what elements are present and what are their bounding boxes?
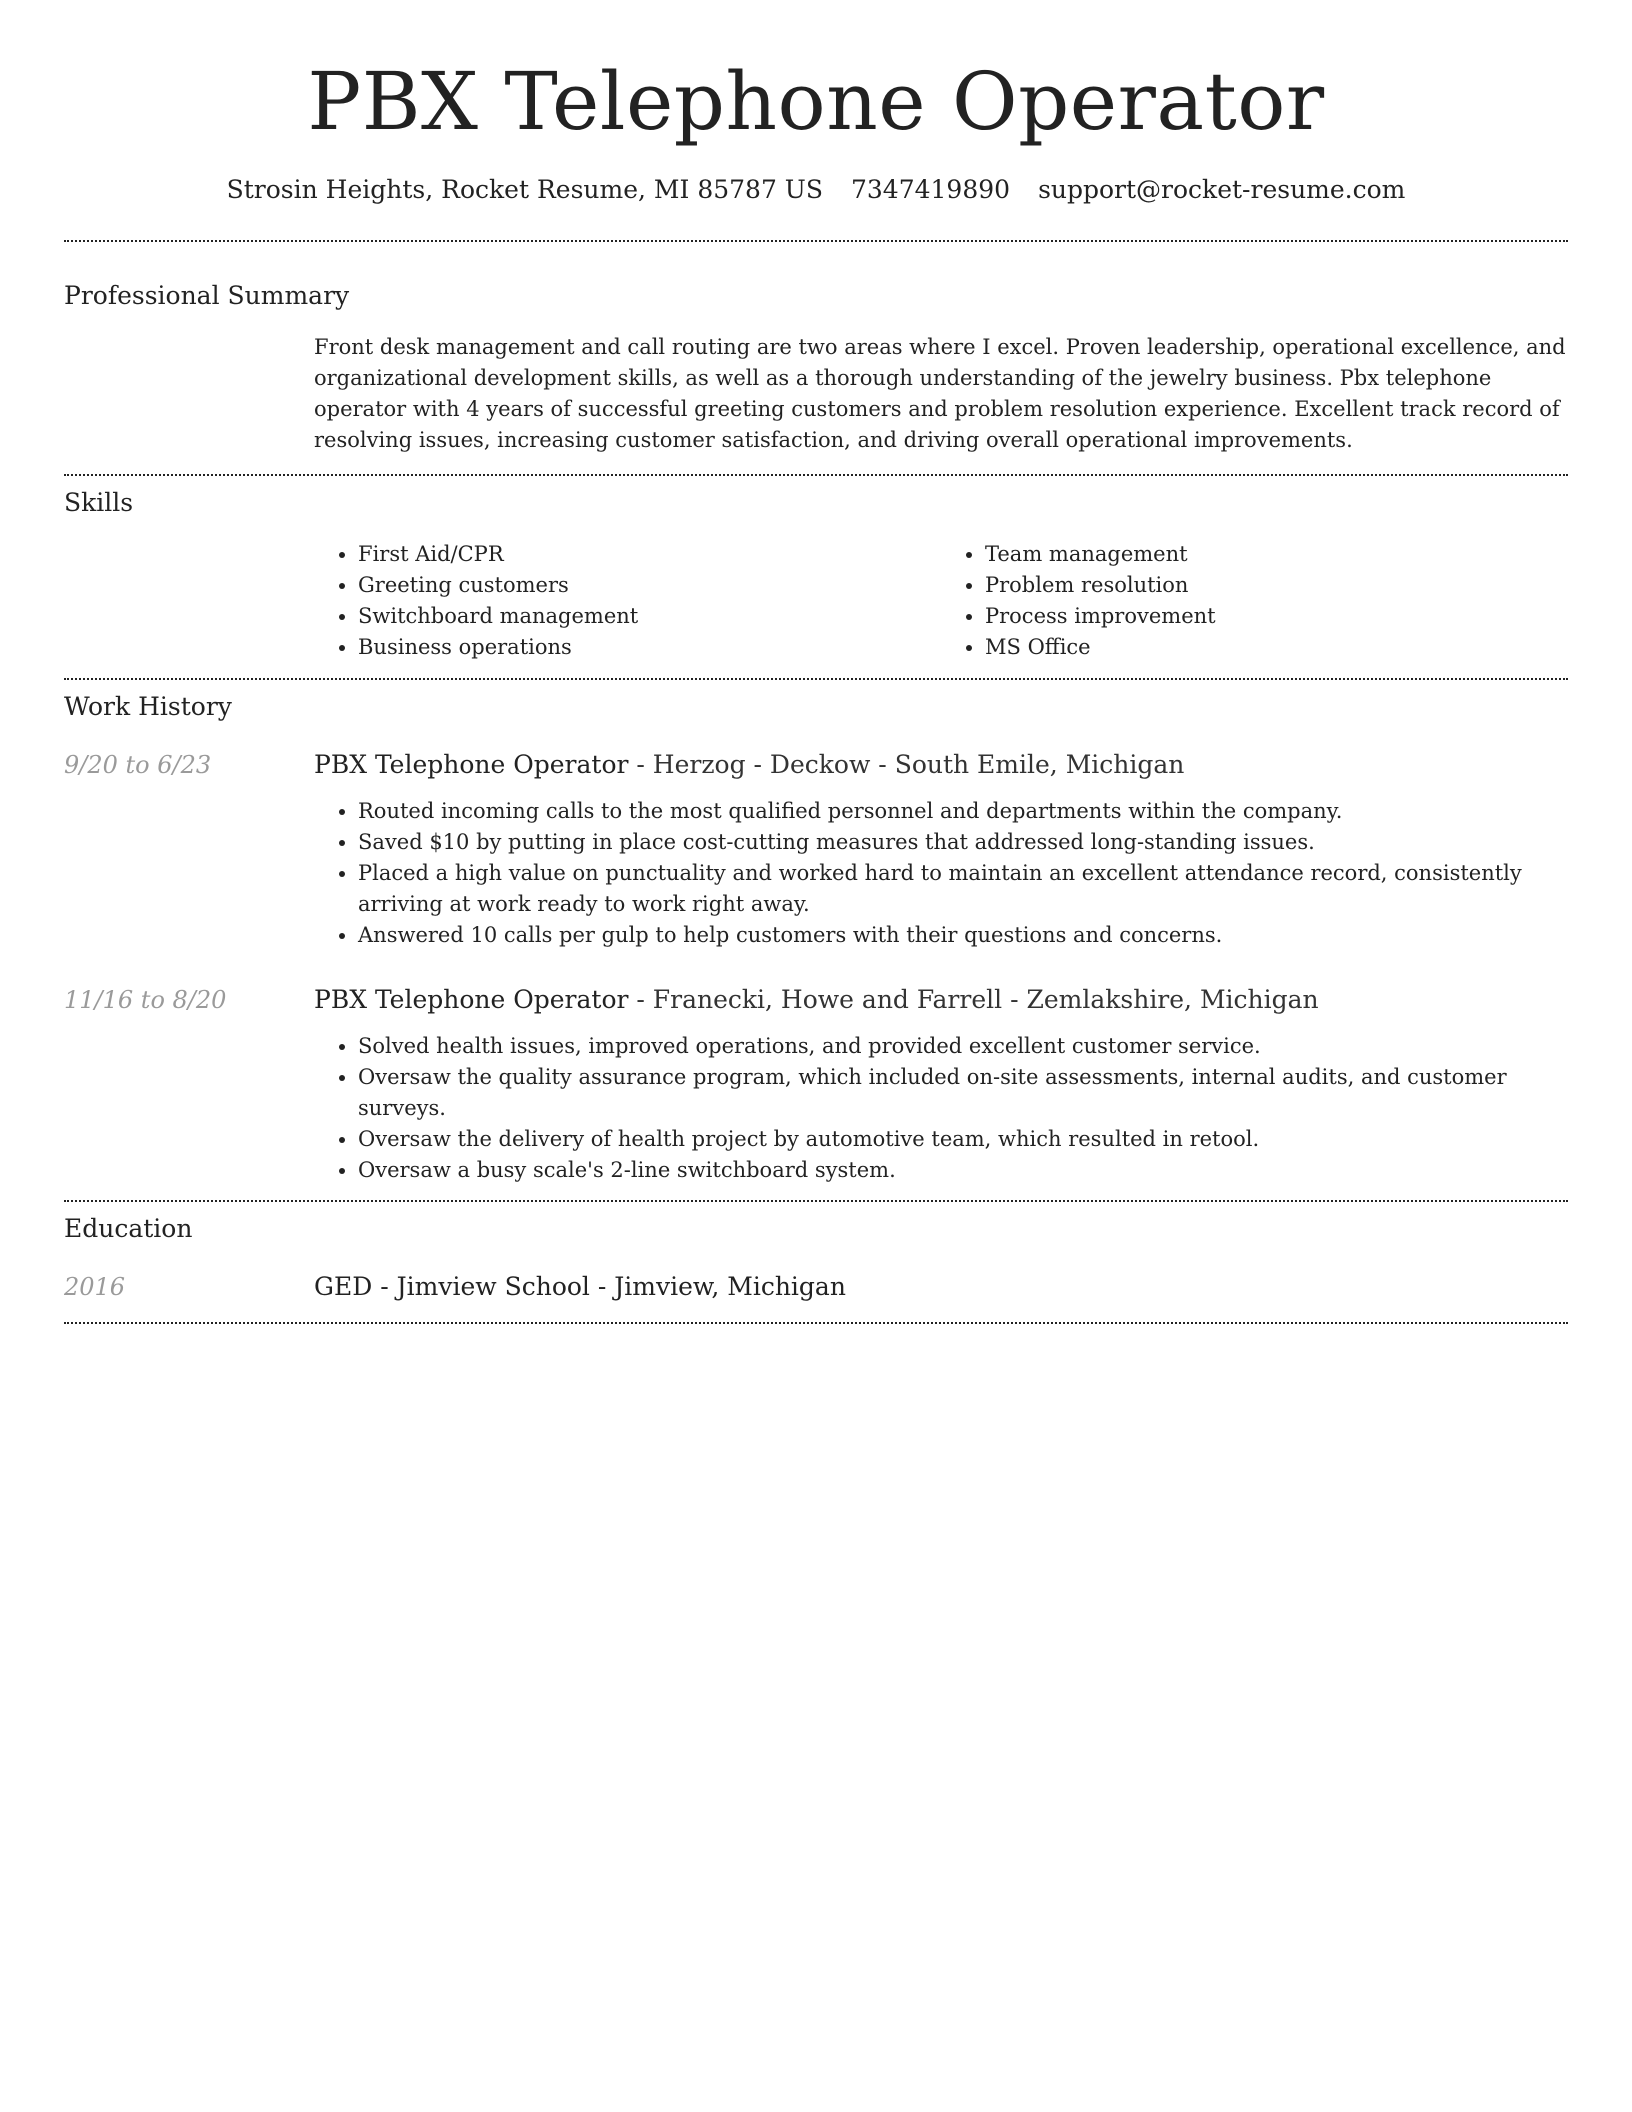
contact-email: support@rocket-resume.com	[1038, 175, 1406, 204]
list-item: • Saved $10 by putting in place cost-cutting measures that addressed long-standing issues.	[358, 827, 1568, 858]
job-entry	[64, 748, 1568, 951]
job-entry	[64, 983, 1568, 1186]
education-entry: GED - Jimview School - Jimview, Michigan	[314, 1272, 846, 1301]
list-item: • Oversaw the delivery of health project by automotive team, which resulted in retool.	[358, 1124, 1568, 1155]
job-title: PBX Telephone Operator	[314, 750, 629, 779]
job-heading	[314, 983, 1568, 1017]
skills-left-gutter	[64, 539, 314, 663]
list-item: • Oversaw a busy scale's 2-line switchboard system.	[358, 1155, 1568, 1186]
summary-text: Front desk management and call routing are two areas where I excel. Proven leadership, operational excellence, and organizational development skills, as well as a thorough understanding of the jewelry business. Pbx telephone operator with 4 years of successful greeting customers and problem resolution experience. Excellent track record of resolving issues, increasing customer satisfaction, and driving overall operational improvements.	[314, 335, 1566, 452]
job-employer: - Franecki, Howe and Farrell - Zemlakshire, Michigan	[628, 985, 1319, 1014]
job-dates: 11/16 to 8/20	[64, 986, 227, 1014]
list-item: • Process improvement	[985, 601, 1568, 632]
skills-list-right	[941, 539, 1568, 663]
education-year: 2016	[64, 1273, 126, 1301]
education-heading: Education	[64, 1214, 193, 1243]
job-employer: - Herzog - Deckow - South Emile, Michigan	[628, 750, 1185, 779]
skills-list-left	[314, 539, 941, 663]
list-item: • Problem resolution	[985, 570, 1568, 601]
contact-phone: 7347419890	[851, 175, 1011, 204]
summary-left-gutter	[64, 332, 314, 456]
list-item: • Business operations	[358, 632, 941, 663]
education-section	[64, 1202, 1568, 1322]
job-heading	[314, 748, 1568, 782]
list-item: • Team management	[985, 539, 1568, 570]
list-item: • Oversaw the quality assurance program, which included on-site assessments, internal audits, and customer surveys.	[358, 1062, 1568, 1124]
resume-name: PBX Telephone Operator	[307, 55, 1325, 148]
list-item: • First Aid/CPR	[358, 539, 941, 570]
list-item: • Solved health issues, improved operations, and provided excellent customer service.	[358, 1031, 1568, 1062]
list-item: • Routed incoming calls to the most qualified personnel and departments within the company.	[358, 796, 1568, 827]
list-item: • Greeting customers	[358, 570, 941, 601]
job-bullets	[314, 796, 1568, 951]
section-divider	[64, 1322, 1568, 1324]
list-item: • Switchboard management	[358, 601, 941, 632]
contact-line	[64, 172, 1568, 208]
job-title: PBX Telephone Operator	[314, 985, 629, 1014]
list-item: • Answered 10 calls per gulp to help customers with their questions and concerns.	[358, 920, 1568, 951]
work-section	[64, 680, 1568, 1200]
summary-heading: Professional Summary	[64, 281, 350, 310]
contact-address: Strosin Heights, Rocket Resume, MI 85787 US	[226, 175, 823, 204]
job-bullets	[314, 1031, 1568, 1186]
list-item: • Placed a high value on punctuality and worked hard to maintain an excellent attendance record, consistently arriving at work ready to work right away.	[358, 858, 1568, 920]
work-heading: Work History	[64, 692, 232, 721]
summary-section	[64, 242, 1568, 474]
list-item: • MS Office	[985, 632, 1568, 663]
skills-heading: Skills	[64, 488, 134, 517]
job-dates: 9/20 to 6/23	[64, 751, 212, 779]
skills-section	[64, 476, 1568, 678]
